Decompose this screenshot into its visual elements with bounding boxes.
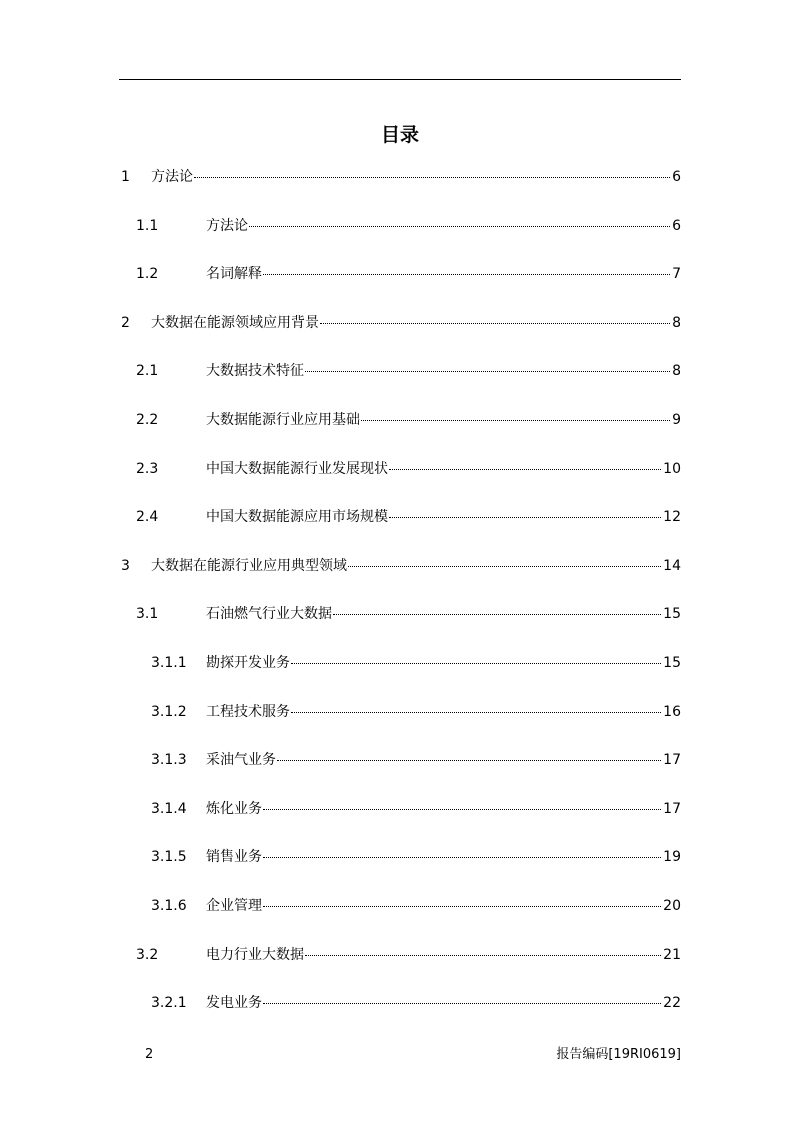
toc-entry-number: 3.1.1 bbox=[151, 655, 187, 671]
toc-entry-title: 炼化业务 bbox=[206, 801, 262, 817]
toc-entry-page: 14 bbox=[663, 558, 681, 574]
toc-entry-title: 中国大数据能源行业发展现状 bbox=[206, 461, 388, 477]
toc-dot-leader bbox=[361, 420, 670, 421]
toc-title: 目录 bbox=[380, 124, 419, 146]
toc-entry[interactable] bbox=[136, 361, 681, 381]
toc-entry-number: 3 bbox=[121, 558, 130, 574]
toc-entry-page: 8 bbox=[672, 363, 681, 379]
toc-entry[interactable] bbox=[151, 702, 681, 722]
toc-entry-title: 大数据技术特征 bbox=[206, 363, 304, 379]
toc-dot-leader bbox=[291, 712, 661, 713]
toc-dot-leader bbox=[389, 469, 661, 470]
toc-entry-title: 工程技术服务 bbox=[206, 704, 290, 720]
toc-entry-title: 采油气业务 bbox=[206, 752, 276, 768]
toc-entry[interactable] bbox=[151, 993, 681, 1013]
toc-dot-leader bbox=[320, 323, 670, 324]
toc-entry-page: 21 bbox=[663, 947, 681, 963]
toc-entry[interactable] bbox=[136, 410, 681, 430]
toc-entry-page: 20 bbox=[663, 898, 681, 914]
toc-dot-leader bbox=[263, 906, 661, 907]
toc-entry-number: 1.2 bbox=[136, 266, 159, 282]
toc-entry-page: 6 bbox=[672, 218, 681, 234]
toc-entry-page: 10 bbox=[663, 461, 681, 477]
footer-report-code: 报告编码[19RI0619] bbox=[556, 1047, 681, 1062]
toc-entry[interactable] bbox=[151, 750, 681, 770]
toc-entry[interactable] bbox=[136, 264, 681, 284]
toc-entry-title: 方法论 bbox=[151, 169, 193, 185]
toc-entry-page: 8 bbox=[672, 315, 681, 331]
toc-dot-leader bbox=[263, 857, 661, 858]
toc-entry-number: 2.2 bbox=[136, 412, 159, 428]
toc-entry[interactable] bbox=[121, 556, 681, 576]
footer-page-number: 2 bbox=[145, 1047, 154, 1062]
toc-entry-page: 22 bbox=[663, 995, 681, 1011]
toc-entry-page: 6 bbox=[672, 169, 681, 185]
toc-entry-title: 大数据能源行业应用基础 bbox=[206, 412, 360, 428]
toc-dot-leader bbox=[263, 809, 661, 810]
toc-entry-number: 2.1 bbox=[136, 363, 159, 379]
toc-entry-title: 方法论 bbox=[206, 218, 248, 234]
toc-entry[interactable] bbox=[151, 653, 681, 673]
toc-entry[interactable] bbox=[121, 167, 681, 187]
toc-entry-number: 3.2 bbox=[136, 947, 159, 963]
toc-entry[interactable] bbox=[151, 847, 681, 867]
toc-entry-number: 1 bbox=[121, 169, 130, 185]
toc-entry[interactable] bbox=[136, 604, 681, 624]
toc-entry-number: 2.3 bbox=[136, 461, 159, 477]
toc-entry-number: 3.1.4 bbox=[151, 801, 187, 817]
toc-entry-number: 3.1 bbox=[136, 606, 159, 622]
toc-entry-page: 19 bbox=[663, 849, 681, 865]
toc-entry[interactable] bbox=[151, 799, 681, 819]
toc-entry[interactable] bbox=[136, 216, 681, 236]
toc-entry-page: 15 bbox=[663, 655, 681, 671]
toc-entry-page: 12 bbox=[663, 509, 681, 525]
toc-entry-number: 2 bbox=[121, 315, 130, 331]
toc-entry[interactable] bbox=[136, 507, 681, 527]
toc-entry-title: 销售业务 bbox=[206, 849, 262, 865]
toc-entry-title: 发电业务 bbox=[206, 995, 262, 1011]
toc-entry-number: 3.1.2 bbox=[151, 704, 187, 720]
toc-dot-leader bbox=[249, 226, 670, 227]
toc-entry-number: 3.2.1 bbox=[151, 995, 187, 1011]
toc-entry-number: 3.1.6 bbox=[151, 898, 187, 914]
toc-dot-leader bbox=[389, 517, 661, 518]
toc-dot-leader bbox=[263, 1003, 661, 1004]
toc-entry-title: 大数据在能源行业应用典型领域 bbox=[151, 558, 347, 574]
toc-dot-leader bbox=[333, 614, 661, 615]
toc-entry[interactable] bbox=[151, 896, 681, 916]
toc-entry-number: 1.1 bbox=[136, 218, 159, 234]
toc-entry-page: 15 bbox=[663, 606, 681, 622]
toc-entry-page: 7 bbox=[672, 266, 681, 282]
toc-entry-title: 企业管理 bbox=[206, 898, 262, 914]
toc-entry[interactable] bbox=[121, 313, 681, 333]
toc-entry[interactable] bbox=[136, 945, 681, 965]
toc-entry-title: 石油燃气行业大数据 bbox=[206, 606, 332, 622]
toc-entry-number: 2.4 bbox=[136, 509, 159, 525]
toc-dot-leader bbox=[291, 663, 661, 664]
toc-entry-title: 勘探开发业务 bbox=[206, 655, 290, 671]
toc-dot-leader bbox=[263, 274, 670, 275]
toc-entry-page: 16 bbox=[663, 704, 681, 720]
toc-dot-leader bbox=[277, 760, 661, 761]
toc-entry[interactable] bbox=[136, 459, 681, 479]
toc-entry-title: 名词解释 bbox=[206, 266, 262, 282]
toc-entry-page: 17 bbox=[663, 752, 681, 768]
toc-entry-number: 3.1.3 bbox=[151, 752, 187, 768]
toc-entry-title: 中国大数据能源应用市场规模 bbox=[206, 509, 388, 525]
toc-entry-title: 电力行业大数据 bbox=[206, 947, 304, 963]
toc-entry-page: 17 bbox=[663, 801, 681, 817]
toc-dot-leader bbox=[305, 955, 661, 956]
toc-dot-leader bbox=[305, 371, 670, 372]
toc-dot-leader bbox=[194, 177, 670, 178]
toc-dot-leader bbox=[348, 566, 661, 567]
toc-entry-page: 9 bbox=[672, 412, 681, 428]
toc-entry-title: 大数据在能源领域应用背景 bbox=[151, 315, 319, 331]
toc-entry-number: 3.1.5 bbox=[151, 849, 187, 865]
